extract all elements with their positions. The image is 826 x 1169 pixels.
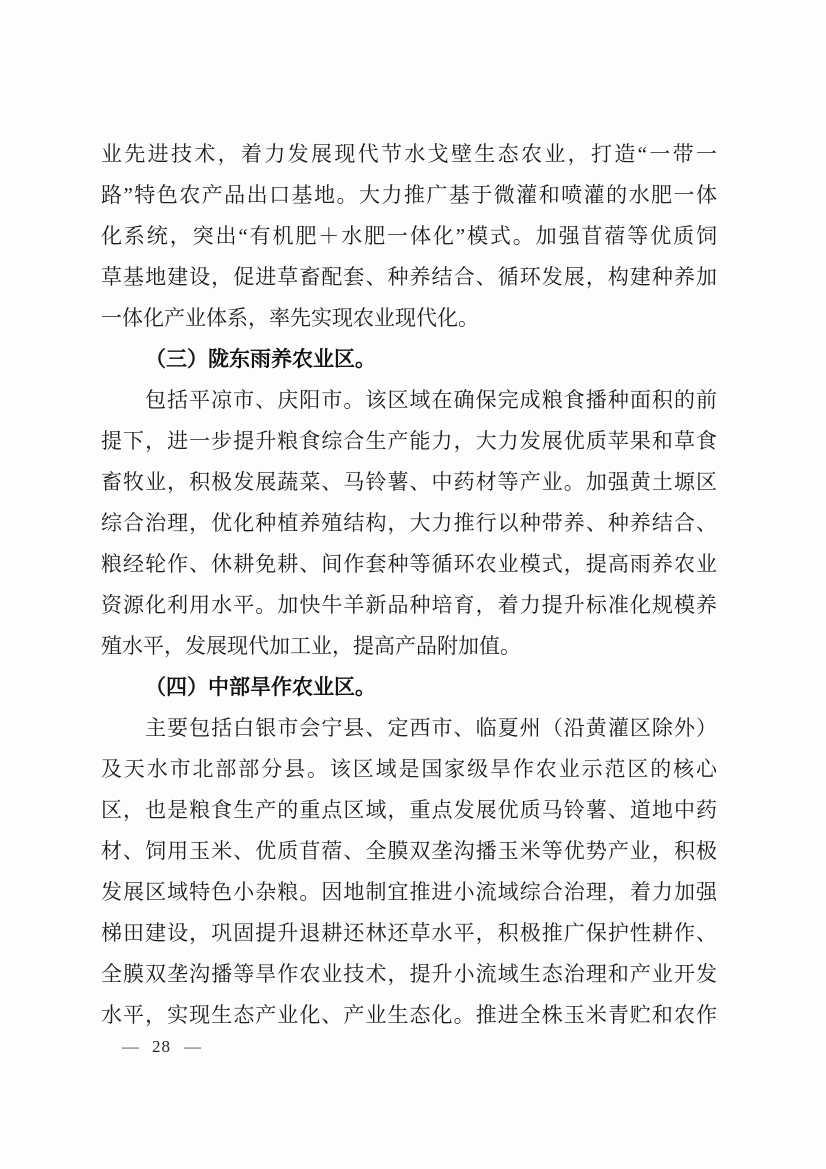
body-line: 殖水平，发展现代加工业，提高产品附加值。: [101, 634, 521, 658]
body-line: 粮经轮作、休耕免耕、间作套种等循环农业模式，提高雨养农业: [101, 552, 717, 576]
body-line: 业先进技术，着力发展现代节水戈壁生态农业，打造“一带一: [101, 142, 717, 166]
body-line: 化系统，突出“有机肥＋水肥一体化”模式。加强苜蓿等优质饲: [101, 224, 717, 248]
body-line: 一体化产业体系，率先实现农业现代化。: [101, 306, 479, 330]
body-line: 区，也是粮食生产的重点区域，重点发展优质马铃薯、道地中药: [101, 798, 717, 822]
body-line: 主要包括白银市会宁县、定西市、临夏州（沿黄灌区除外）: [145, 716, 717, 740]
body-line: 路”特色农产品出口基地。大力推广基于微灌和喷灌的水肥一体: [101, 183, 717, 207]
body-line: 包括平凉市、庆阳市。该区域在确保完成粮食播种面积的前: [145, 388, 717, 412]
body-line: 全膜双垄沟播等旱作农业技术，提升小流域生态治理和产业开发: [101, 962, 717, 986]
body-line: 发展区域特色小杂粮。因地制宜推进小流域综合治理，着力加强: [101, 880, 717, 904]
body-line: 提下，进一步提升粮食综合生产能力，大力发展优质苹果和草食: [101, 429, 717, 453]
section-heading-3: （三）陇东雨养农业区。: [145, 347, 376, 371]
body-line: 畜牧业，积极发展蔬菜、马铃薯、中药材等产业。加强黄土塬区: [101, 470, 717, 494]
page-number-value: 28: [152, 1037, 171, 1056]
body-line: 及天水市北部部分县。该区域是国家级旱作农业示范区的核心: [101, 757, 717, 781]
body-line: 资源化利用水平。加快牛羊新品种培育，着力提升标准化规模养: [101, 593, 717, 617]
body-line: 梯田建设，巩固提升退耕还林还草水平，积极推广保护性耕作、: [101, 921, 717, 945]
body-line: 草基地建设，促进草畜配套、种养结合、循环发展，构建种养加: [101, 265, 717, 289]
body-line: 综合治理，优化种植养殖结构，大力推行以种带养、种养结合、: [101, 511, 717, 535]
section-heading-4: （四）中部旱作农业区。: [145, 675, 376, 699]
body-line: 材、饲用玉米、优质苜蓿、全膜双垄沟播玉米等优势产业，积极: [101, 839, 717, 863]
body-line: 水平，实现生态产业化、产业生态化。推进全株玉米青贮和农作: [101, 1003, 717, 1027]
page-number: [122, 1037, 201, 1057]
page-number-left-dash: —: [122, 1037, 139, 1056]
page-number-right-dash: —: [184, 1037, 201, 1056]
document-text-block: [101, 134, 717, 1036]
